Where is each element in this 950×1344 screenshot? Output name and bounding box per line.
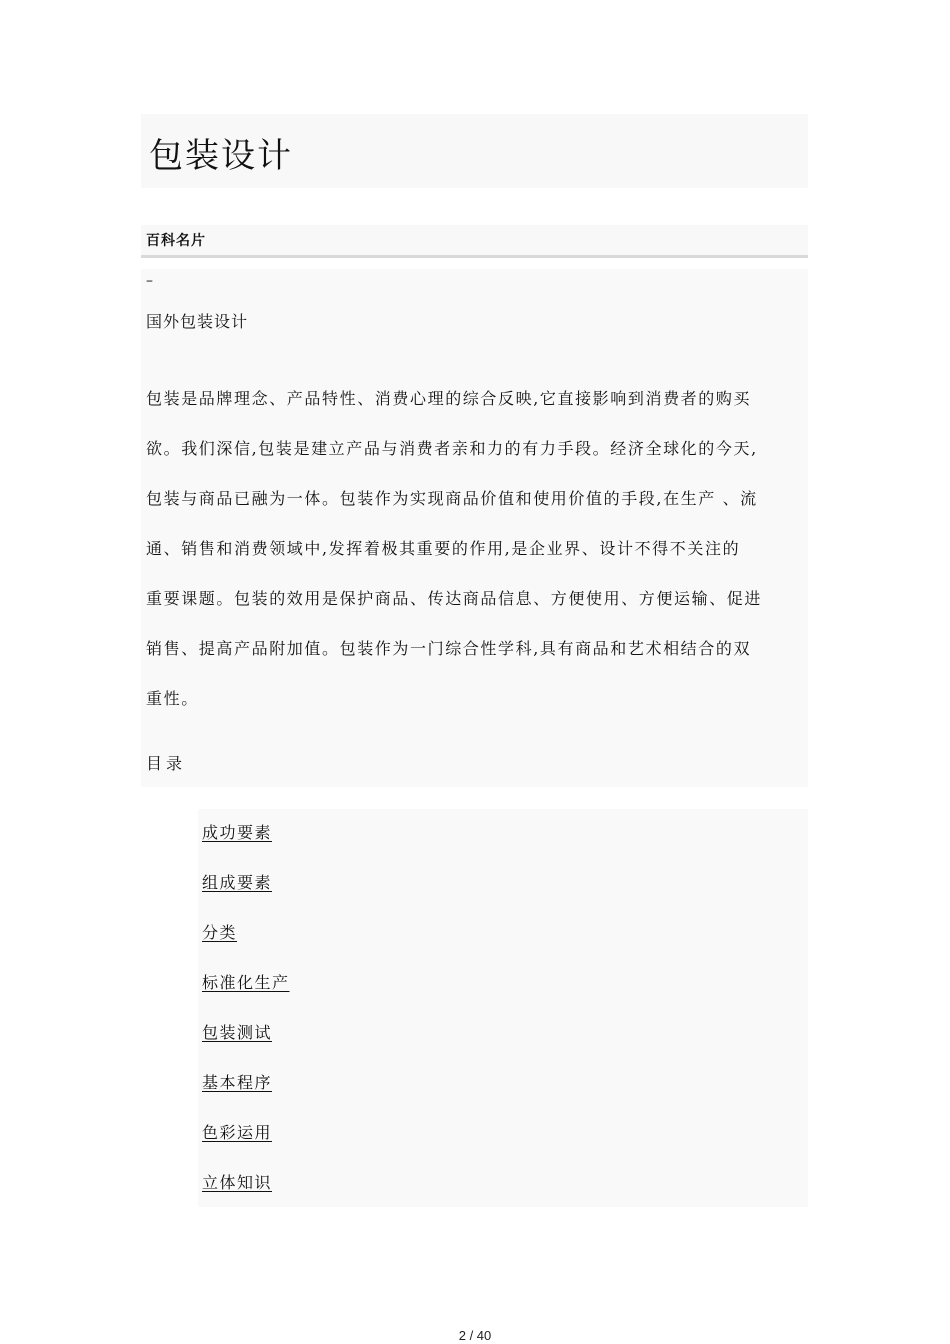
page-title: 包装设计 [149, 136, 293, 176]
intro-line: 重性。 [146, 689, 199, 708]
intro-line: 销售、提高产品附加值。包装作为一门综合性学科,具有商品和艺术相结合的双 [146, 639, 752, 658]
image-placeholder-dash: – [146, 273, 153, 289]
summary-block [141, 269, 808, 787]
toc-item [202, 821, 290, 871]
toc-link-classification[interactable]: 分类 [202, 923, 238, 942]
card-header [141, 225, 808, 258]
toc-item [202, 971, 290, 1021]
intro-line: 欲。我们深信,包装是建立产品与消费者亲和力的有力手段。经济全球化的今天, [146, 439, 758, 458]
toc-link-components[interactable]: 组成要素 [202, 873, 273, 892]
toc-item [202, 921, 290, 971]
toc-list [202, 821, 290, 1221]
toc-link-color-usage[interactable]: 色彩运用 [202, 1123, 273, 1142]
intro-line: 包装是品牌理念、产品特性、消费心理的综合反映,它直接影响到消费者的购买 [146, 389, 752, 408]
table-of-contents [198, 809, 808, 1207]
intro-line: 重要课题。包装的效用是保护商品、传达商品信息、方便使用、方便运输、促进 [146, 589, 763, 608]
intro-line: 通、销售和消费领域中,发挥着极其重要的作用,是企业界、设计不得不关注的 [146, 539, 741, 558]
toc-link-packaging-testing[interactable]: 包装测试 [202, 1023, 273, 1042]
page-number: 2 / 40 [458, 1328, 492, 1343]
toc-item [202, 1021, 290, 1071]
toc-heading: 目录 [146, 754, 187, 773]
image-caption: 国外包装设计 [146, 312, 249, 331]
toc-link-standardized-production[interactable]: 标准化生产 [202, 973, 290, 992]
intro-paragraph [146, 374, 816, 724]
toc-link-basic-procedure[interactable]: 基本程序 [202, 1073, 273, 1092]
toc-link-3d-knowledge[interactable]: 立体知识 [202, 1173, 273, 1192]
toc-item [202, 1121, 290, 1171]
toc-item [202, 871, 290, 921]
title-block [141, 114, 808, 188]
toc-item [202, 1071, 290, 1121]
card-label: 百科名片 [146, 233, 206, 249]
toc-item [202, 1171, 290, 1221]
toc-link-success-factors[interactable]: 成功要素 [202, 823, 273, 842]
intro-line: 包装与商品已融为一体。包装作为实现商品价值和使用价值的手段,在生产 、流 [146, 489, 758, 508]
